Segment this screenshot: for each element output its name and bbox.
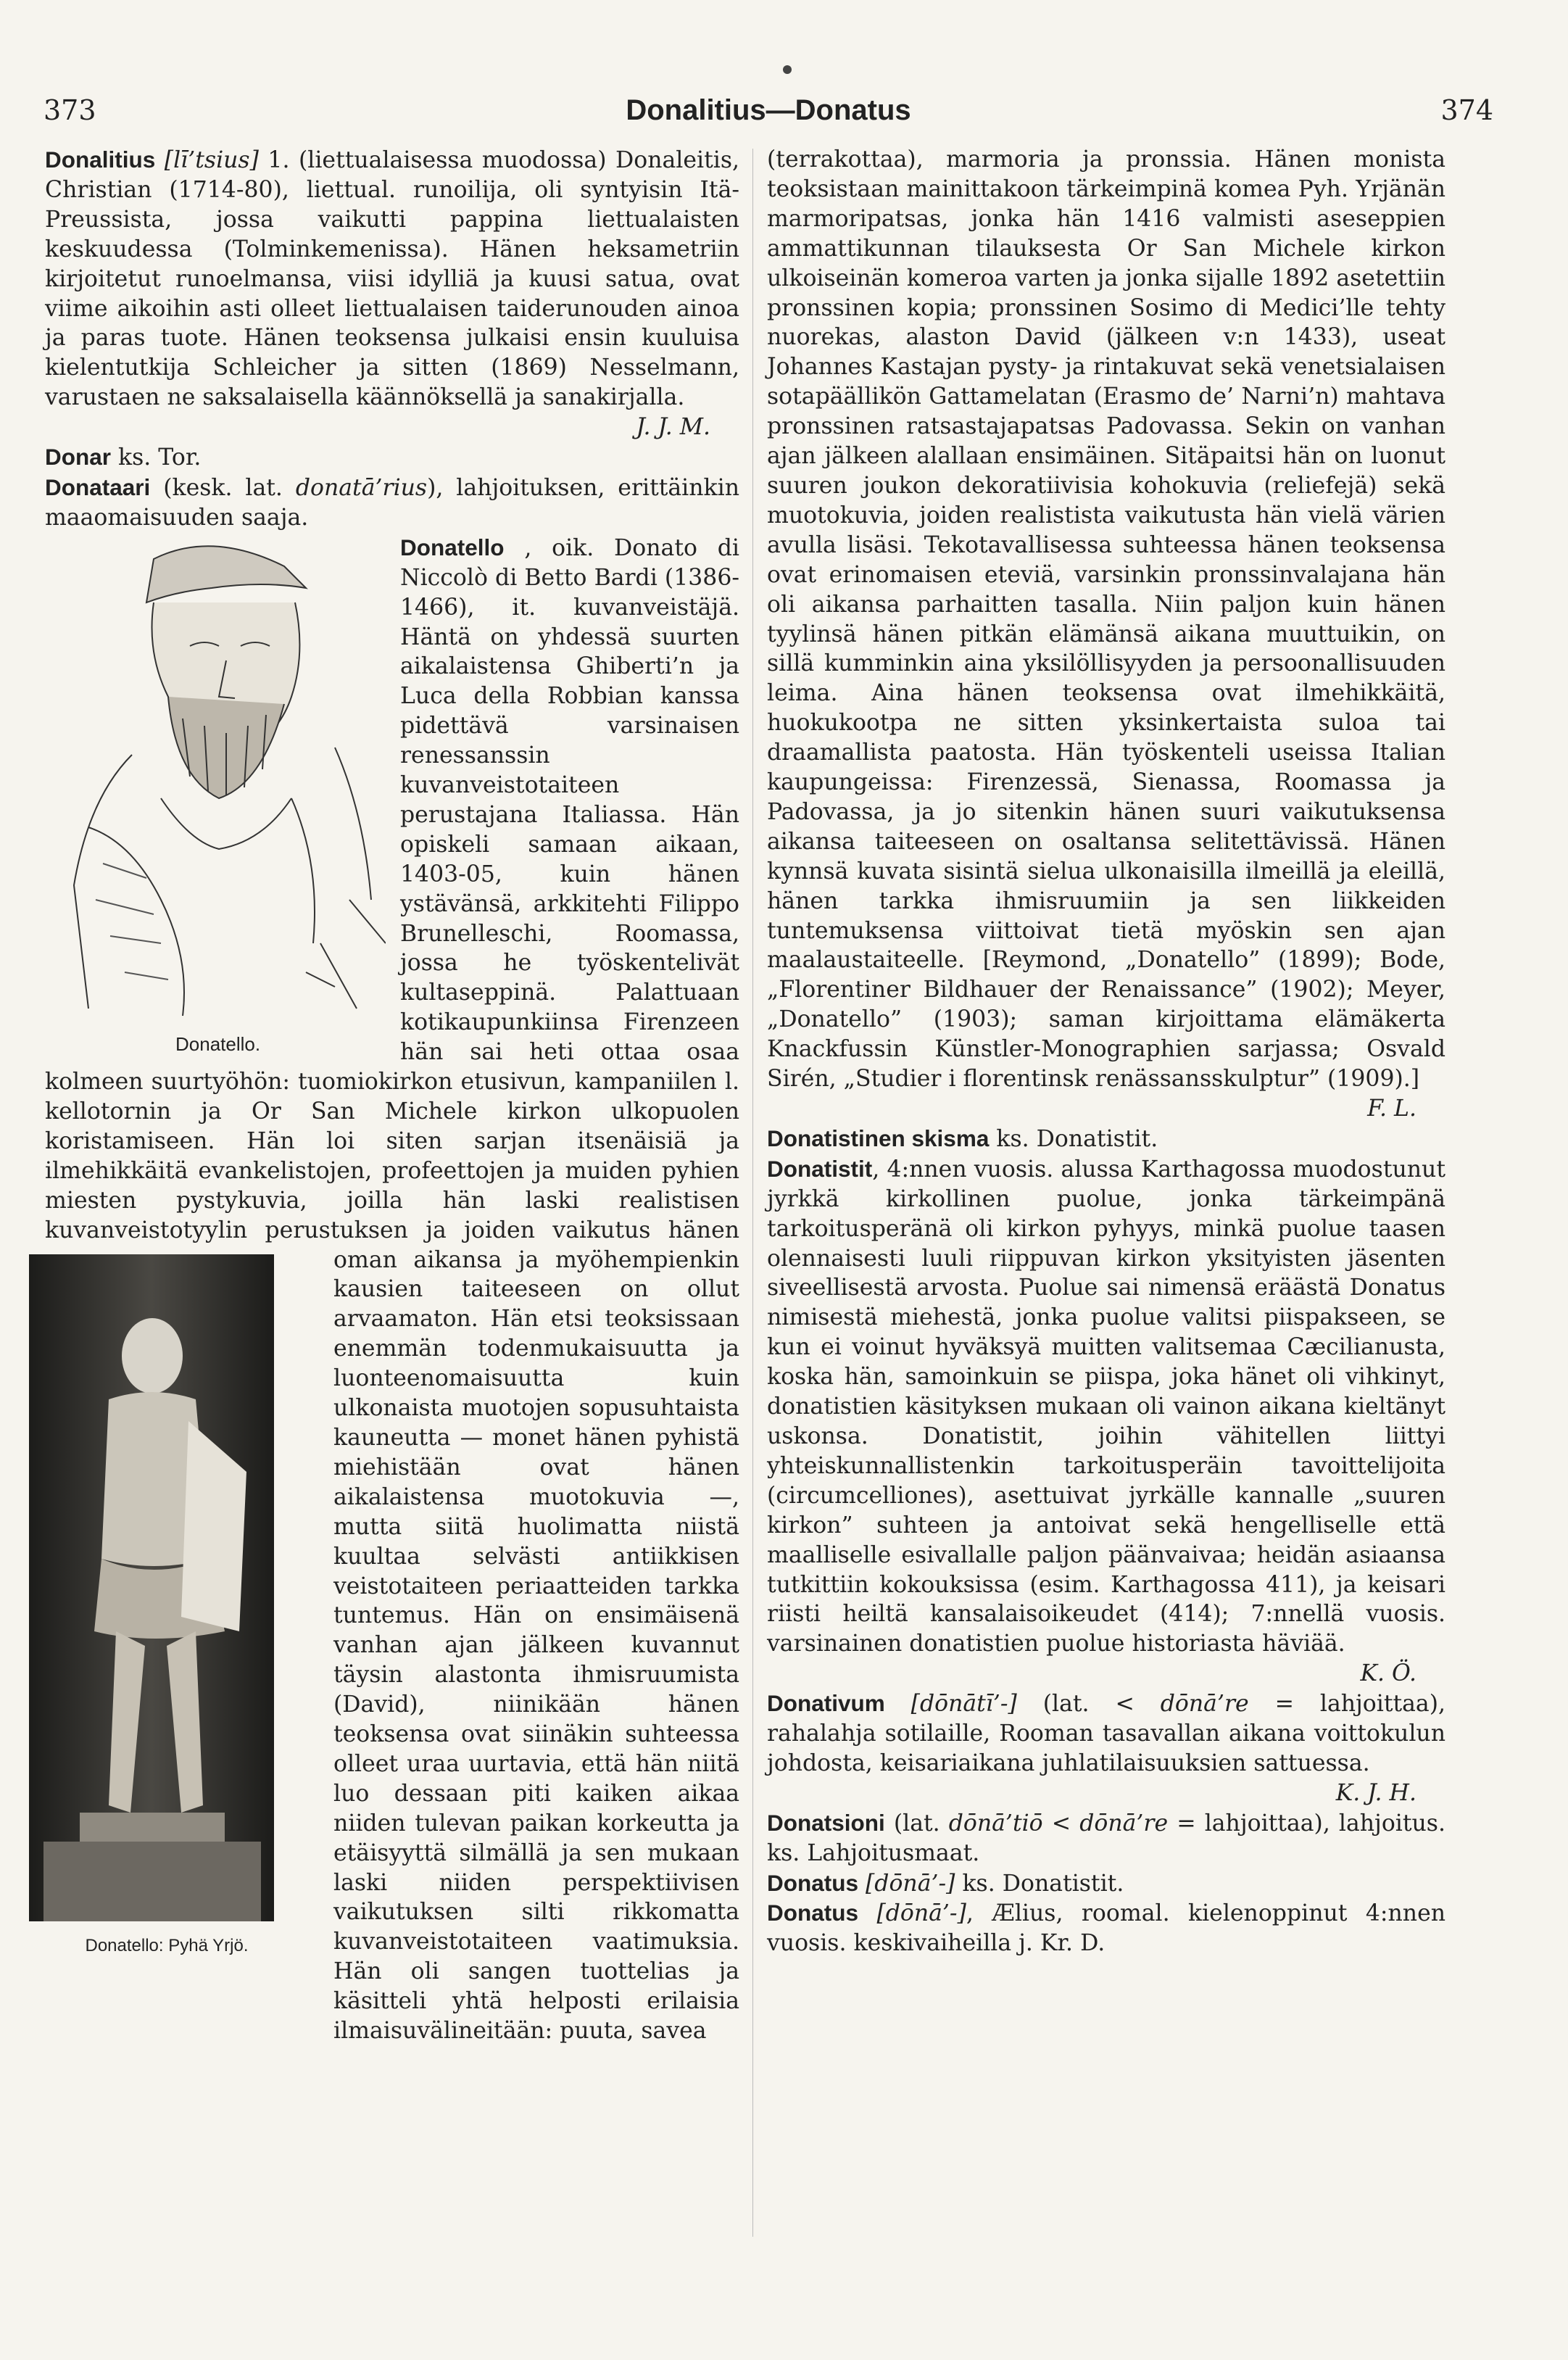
signature: J. J. M.: [636, 414, 710, 441]
entry-head: Donatus: [767, 1869, 858, 1896]
entry-head: Donatistinen skisma: [767, 1125, 990, 1151]
entry-text: ks. Tor.: [111, 444, 202, 471]
entry-head: Donar: [45, 444, 112, 471]
entry-donatello-continued: (terrakottaa), marmoria ja pronssia. Hänen monista teoksistaan mainittakoon tärkeimpinä komea Pyh. Yrjänän marmoripatsas, jonka hän 1416 valmisti aseseppien ammattikunnan tilauksesta Or San Michele kirkon ulkoiseinän komeroa varten ja jonka sijalle 1892 asetettiin pronssinen kopia; pronssinen Sosimo di Medici’lle tehty nuorekas, alaston David (jälkeen v:n 1433), useat Johannes Kastajan pysty- ja rintakuvat sekä venetsialaisen sotapäällikön Gattamelatan (Erasmo de’ Narni’n) mahtava pronssinen ratsastajapatsas Padovassa. Sekin on vanhan ajan jälkeen alallaan ensimäinen. Sitäpaitsi hän on luonut suuren joukon dekoratiivisia kohokuvia (reliefejä) sekä muotokuvia, joiden realistista vaikutusta hän vielä värien avulla lisäsi. Tekotavallisessa suhteessa hänen teoksensa ovat erinomaisen eteviä, varsinkin pronssinvalajana hän oli aikansa parhaitten tasalla. Niin paljon kuin hänen tyylinsä hänen pitkän elämänsä aikana muuttuikin, on sillä kumminkin aina yksilöllisyyden ja persoonallisuuden leima. Aina hänen teoksensa ovat ilmehikkäitä, huokukootpa ne sitten yksinkertaista suloa tai draamallista paatosta. Hän työskenteli useissa Italian kaupungeissa: Firenzessä, Sienassa, Roomassa ja Padovassa, ja jo sitenkin hänen suuri vaikutuksensa aikansa taiteeseen on osaltansa selitettävissä. Hänen kynnsä kuvata sisintä sielua ulkonaisilla ilmeillä ja eleillä, hänen tarkka ihmisruumiin ja sen liikkeiden tuntemuksensa viittoivat tietä myöskin sen ajan maalaustaiteelle. [Reymond, „Donatello” (1899); Bode, „Florentiner Bildhauer der Renaissance” (1902); Meyer, „Donatello” (1903); saman kirjoittama elämäkerta Knackfussin Künstler-Monographien sarjassa; Osvald Sirén, „Studier i florentinsk renässansskulptur” (1909).]: [767, 146, 1445, 1093]
entry-donatistinen-skisma: [767, 1124, 1445, 1154]
entry-text: <: [1042, 1810, 1080, 1837]
entry-text: (lat.: [884, 1810, 949, 1837]
entry-text: ks. Donatistit.: [989, 1125, 1158, 1152]
entry-head: Donatus: [767, 1900, 858, 1926]
entry-donatello: [45, 533, 739, 2046]
entry-text: (kesk. lat.: [150, 474, 296, 501]
column-divider: [752, 149, 753, 2237]
saint-george-statue-photo: [29, 1254, 274, 2037]
entry-donatus-2: [767, 1898, 1445, 1958]
signature: K. Ö.: [1360, 1660, 1416, 1687]
entry-text: vaikutus hänen oman aikansa ja myöhempienkin kausien taiteeseen on ollut arvaamaton. Hän etsi teoksissaan enemmän todenmukaisuutta ja luonteenomaisuutta kuin ulkonaista muotojen sopusuhtaista kauneutta — monet hänen pyhistä miehistään ovat hänen aikalaistensa muotokuvia —, mutta siitä huolimatta niistä kuultaa selvästi antiikkisen veistotaiteen periaatteiden tarkka tuntemus. Hän on ensimäisenä vanhan ajan jälkeen kuvannut täysin alastonta ihmisruumista (David), niinikään hänen teoksensa ovat siinäkin suhteessa olleet uraa uurtavia, että hän niitä luo dessaan piti kaiken aikaa niiden tulevan paikan korkeutta ja etäisyyttä silmällä ja sen mukaan laski niiden perspektiivisen vaikutuksen silti rikkomatta kuvanveistotaiteen vaatimuksia. Hän oli sangen tuottelias ja käsitteli yhtä helposti erilaisia ilmaisuvälineitään: puuta, savea: [333, 1217, 740, 2045]
entry-donativum: [767, 1689, 1445, 1779]
entry-text: , 4:nnen vuosis. alussa Karthagossa muodostunut jyrkkä kirkollinen puolue, jonka tärkeimpänä tarkoitusperänä oli kirkon pyhyys, minkä puolue taasen olennaisesti luuli riippuvan kirkon yksityisten jäsenten siveellisestä arvosta. Puolue sai nimensä eräästä Donatus nimisestä miehestä, jonka puolue valitsi piispakseen, se kun ei voinut hyväksyä muitten valitsemaa Cæcilianusta, koska hän, samoinkuin se piispa, joka hänet oli vihkinyt, donatistien käsityksen mukaan oli vainon aikana kieltänyt uskonsa. Donatistit, joihin vähitellen liittyi yhteiskunnallistenkin tarkoitusperäin tavoittelijoita (circumcelliones), asettuivat jyrkälle kannalle „suuren kirkon” suhteen ja antoivat sekä hengelliselle että maalliselle esivallalle paljon päänvaivaa; heidän asiaansa tutkittiin kokouksissa (esim. Karthagossa 411), ja keisari riisti heiltä kansalaisoikeudet (414); 7:nnellä vuosis. varsinainen donatistien puolue historiasta häviää.: [767, 1156, 1445, 1657]
entry-text: ks. Donatistit.: [955, 1870, 1124, 1897]
entry-text: 1. (liettualaisessa muodossa) Donaleitis, Christian (1714-80), liettual. runoilija, oli syntyisin Itä-Preussista, jossa vaikutti pappina liettualaisten keskuudessa (Tolminkemenissa). Hänen heksametriin kirjoitetut runoelmansa, viisi idylliä ja kuusi satua, ovat viime aikoihin asti olleet liettualaisen taiderunouden ainoa ja paras tuote. Hänen teoksensa julkaisi ensin kuuluisa kielentutkija Schleicher ja sitten (1869) Nesselmann, varustaen ne saksalaisella käännöksellä ja sanakirjalla.: [45, 147, 739, 411]
entry-head: Donatsioni: [767, 1809, 885, 1836]
page-number-right: 374: [1440, 94, 1493, 126]
entry-text: (lat. <: [1016, 1691, 1161, 1718]
left-column: [45, 145, 739, 2103]
entry-pronunciation: [lī’tsius]: [164, 147, 259, 173]
entry-text: , oik. Donato di Niccolò di Betto Bardi (1386-1466), it. kuvanveistäjä. Häntä on yhdessä suurten aikalaistensa Ghiberti’n ja Luca della Robbian kanssa pidettävä varsinaisen renessanssin kuvanveistotaiteen perustajana Italiassa. Hän opiskeli samaan aikaan, 1403-05, kuin hänen ystävänsä, arkkitehti Filippo Brunelleschi, Roomassa, jossa he työskentelivät kultaseppinä. Palattuaan kotikaupunkiinsa Firenzeen hän sai heti ottaa osaa kolmeen suurtyöhön: tuomiokirkon etusivun, kampaniilen l. kellotornin ja Or San Michele kirkon ulkopuolen koristamiseen. Hän loi siten sarjan itsenäisiä ja ilmehikkäitä evankelistojen, profeettojen ja muiden pyhien miesten pystykuvia, joilla hän laski realistisen kuvanveistotyylin perustuksen ja joiden: [45, 534, 739, 1243]
entry-donatsioni: [767, 1808, 1445, 1868]
entry-pronunciation: dōnā’re: [1079, 1810, 1169, 1837]
entry-head: Donataari: [45, 473, 151, 500]
right-column: [767, 145, 1445, 1958]
page-number-left: 373: [43, 94, 96, 126]
entry-head: Donalitius: [45, 146, 156, 173]
entry-pronunciation: [dōnā’-]: [876, 1900, 966, 1927]
entry-pronunciation: [dōnātī’-]: [910, 1691, 1017, 1718]
header-ornament: [783, 65, 792, 74]
signature: K. J. H.: [1335, 1779, 1416, 1806]
entry-text: , Ælius, roomal. kielenoppinut 4:nnen vuosis. keskivaiheilla j. Kr. D.: [767, 1900, 1446, 1957]
figure-caption: Donatello.: [175, 1032, 261, 1055]
entry-donatus-1: [767, 1868, 1445, 1899]
page-title: Donalitius—Donatus: [626, 94, 911, 126]
entry-pronunciation: dōnā’re: [1160, 1691, 1249, 1718]
entry-donalitius: [45, 145, 739, 413]
donatello-portrait-illustration: [45, 537, 386, 1030]
entry-pronunciation: donatā’rius: [295, 474, 428, 501]
entry-pronunciation: [dōnā’-]: [866, 1870, 955, 1897]
entry-head: Donativum: [767, 1690, 885, 1717]
entry-head: Donatistit: [767, 1155, 873, 1182]
entry-text: ), lahjoituksen, erittäinkin maaomaisuuden saaja.: [45, 474, 739, 531]
entry-donataari: [45, 473, 739, 533]
signature: F. L.: [1367, 1096, 1416, 1122]
entry-pronunciation: dōnā’tiō: [948, 1810, 1043, 1837]
figure-donatello-portrait: [45, 537, 386, 1059]
page-header: [43, 94, 1493, 138]
entry-head: Donatello: [400, 534, 505, 560]
figure-caption: Donatello: Pyhä Yrjö.: [85, 1935, 249, 1955]
entry-text: = lahjoittaa), lahjoitus. ks. Lahjoitusmaat.: [767, 1810, 1445, 1866]
entry-donatistit: [767, 1154, 1445, 1659]
entry-text: = lahjoittaa), rahalahja sotilaille, Rooman tasavallan aikana voittokulun johdosta, keisariaikana juhlatilaisuuksien sattuessa.: [767, 1691, 1446, 1776]
figure-saint-george: [29, 1254, 319, 2103]
entry-donar: [45, 442, 739, 473]
